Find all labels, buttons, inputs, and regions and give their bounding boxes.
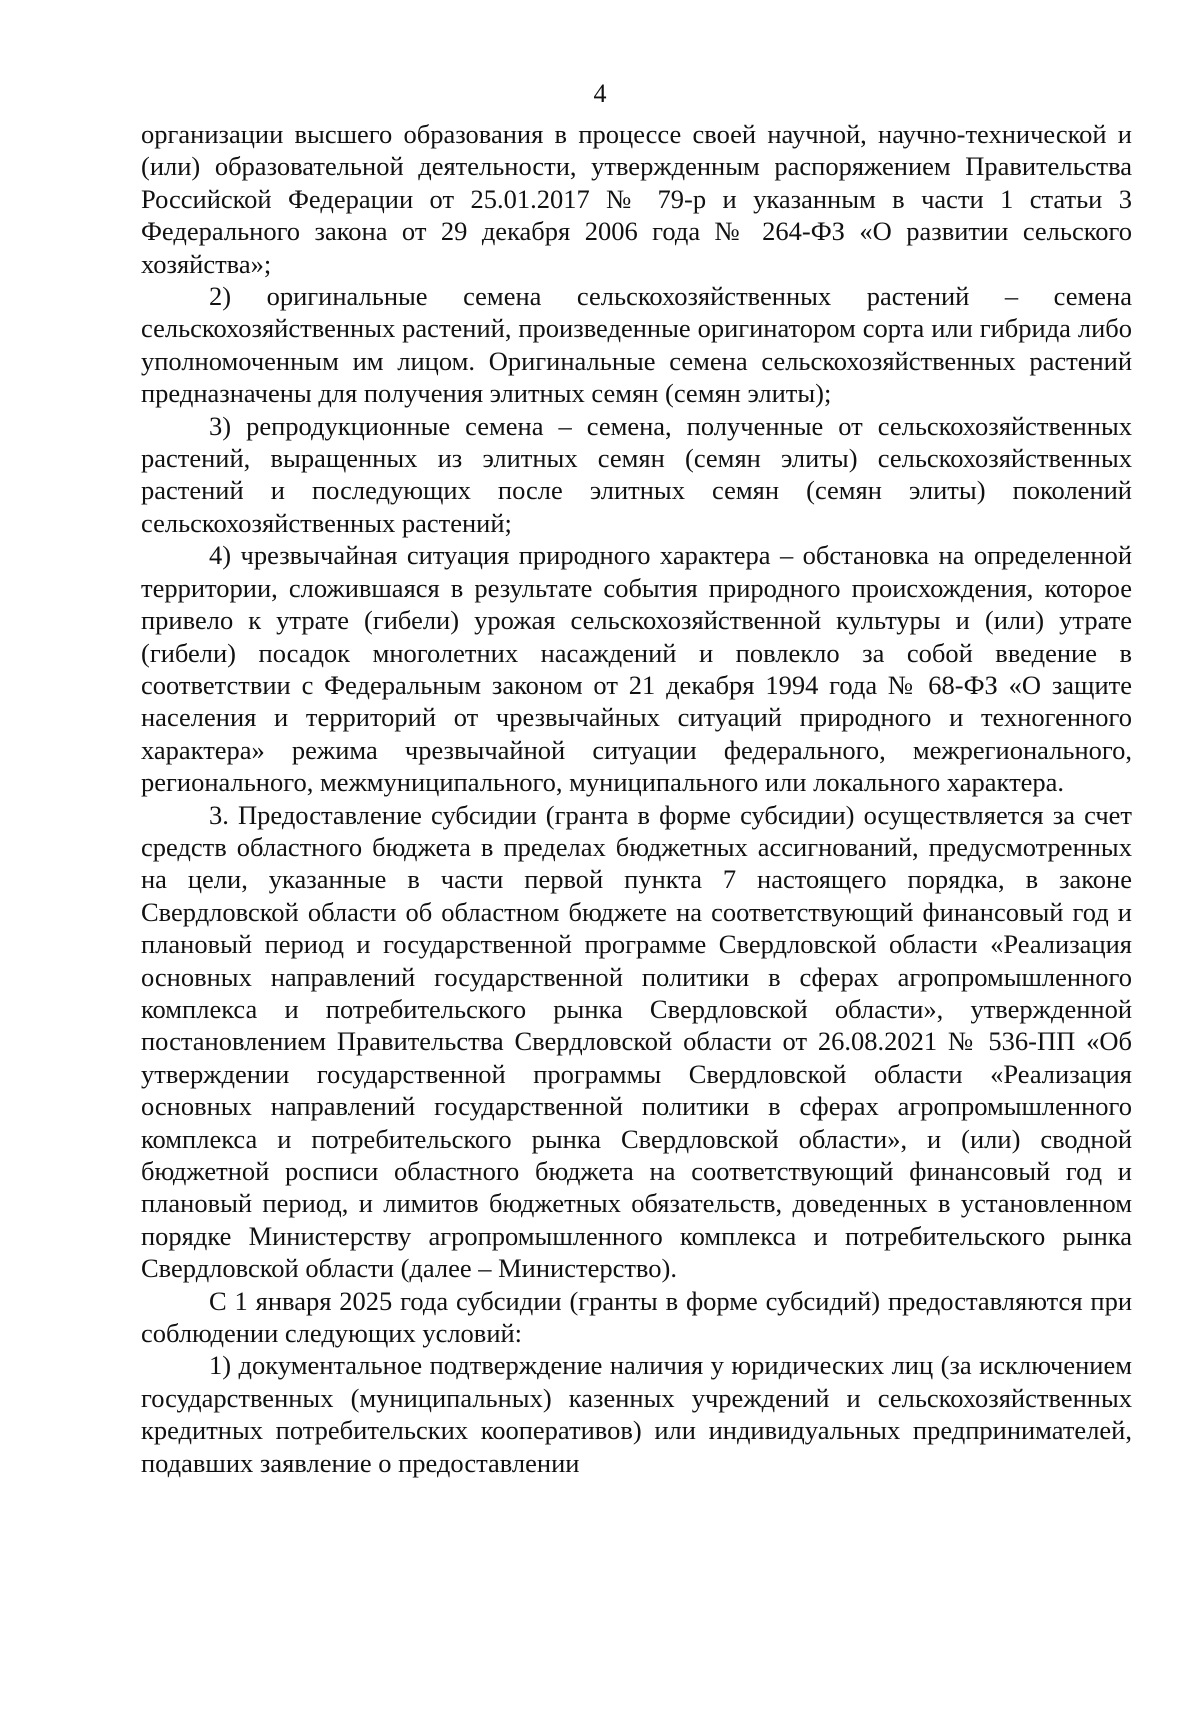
paragraph-section-3: 3. Предоставление субсидии (гранта в форме субсидии) осуществляется за счет средств областного бюджета в пределах бюджетных ассигнований, предусмотренных на цели, указанные в части первой пункта 7 настоящего порядка, в законе Свердловской области об областном бюджете на соответствующий финансовый год и плановый период и государственной программе Свердловской области «Реализация основных направлений государственной политики в сферах агропромышленного комплекса и потребительского рынка Свердловской области», утвержденной постановлением Правительства Свердловской области от 26.08.2021 № 536-ПП «Об утверждении государственной программы Свердловской области «Реализация основных направлений государственной политики в сферах агропромышленного комплекса и потребительского рынка Свердловской области», и (или) сводной бюджетной росписи областного бюджета на соответствующий финансовый год и плановый период, и лимитов бюджетных обязательств, доведенных в установленном порядке Министерству агропромышленного комплекса и потребительского рынка Свердловской области (далее – Министерство). <box>141 799 1132 1284</box>
paragraph-continuation: организации высшего образования в процессе своей научной, научно-технической и (или) образовательной деятельности, утвержденным распоряжением Правительства Российской Федерации от 25.01.2017 № 79-р и указанным в части 1 статьи 3 Федерального закона от 29 декабря 2006 года № 264-ФЗ «О развитии сельского хозяйства»; <box>141 119 1132 279</box>
page-number: 4 <box>593 79 607 108</box>
document-body <box>141 118 1132 1479</box>
paragraph-item-4: 4) чрезвычайная ситуация природного характера – обстановка на определенной территории, сложившаяся в результате события природного происхождения, которое привело к утрате (гибели) урожая сельскохозяйственной культуры и (или) утрате (гибели) посадок многолетних насаждений и повлекло за собой введение в соответствии с Федеральным законом от 21 декабря 1994 года № 68-ФЗ «О защите населения и территорий от чрезвычайных ситуаций природного и техногенного характера» режима чрезвычайной ситуации федерального, межрегионального, регионального, межмуниципального, муниципального или локального характера. <box>141 540 1132 798</box>
paragraph-item-2: 2) оригинальные семена сельскохозяйственных растений – семена сельскохозяйственных растений, произведенные оригинатором сорта или гибрида либо уполномоченным им лицом. Оригинальные семена сельскохозяйственных растений предназначены для получения элитных семян (семян элиты); <box>141 281 1132 409</box>
paragraph-from-2025: С 1 января 2025 года субсидии (гранты в форме субсидий) предоставляются при соблюдении следующих условий: <box>141 1285 1132 1349</box>
paragraph-item-3: 3) репродукционные семена – семена, полученные от сельскохозяйственных растений, выращенных из элитных семян (семян элиты) сельскохозяйственных растений и последующих после элитных семян (семян элиты) поколений сельскохозяйственных растений; <box>141 410 1132 538</box>
paragraph-condition-1: 1) документальное подтверждение наличия у юридических лиц (за исключением государственных (муниципальных) казенных учреждений и сельскохозяйственных кредитных потребительских кооперативов) или индивидуальных предпринимателей, подавших заявление о предоставлении <box>141 1350 1132 1478</box>
